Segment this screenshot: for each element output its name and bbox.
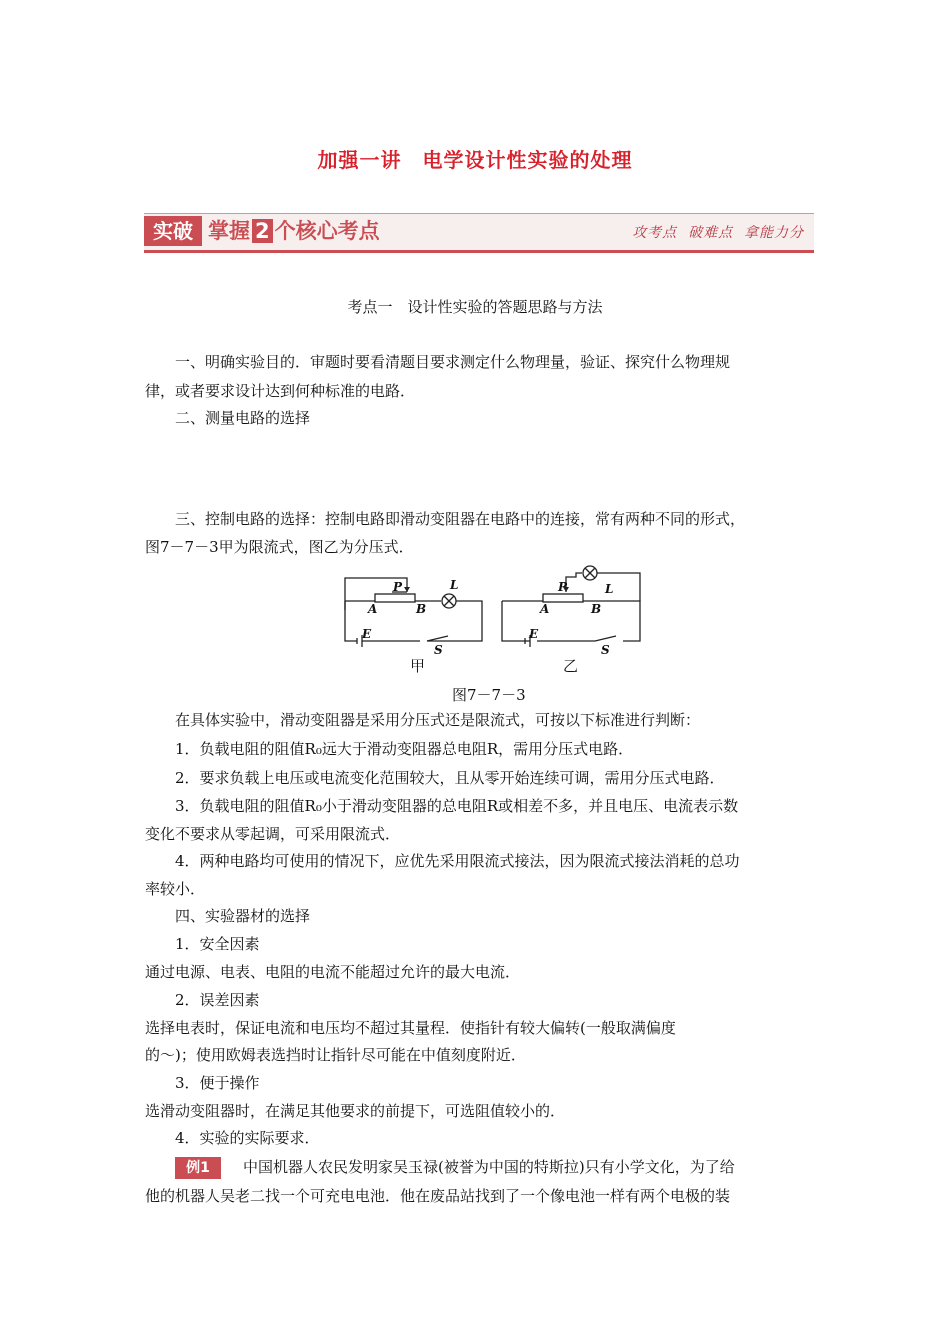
section-subtitle: 考点一 设计性实验的答题思路与方法	[347, 298, 603, 316]
paragraph: 3．负载电阻的阻值R₀小于滑动变阻器的总电阻R或相差不多，并且电压、电流表示数	[175, 797, 739, 815]
label-s-left: S	[434, 643, 443, 657]
label-p-right: P	[558, 580, 568, 594]
paragraph: 的～)；使用欧姆表选挡时让指针尽可能在中值刻度附近．	[145, 1046, 526, 1064]
banner-heading-num: 2	[252, 219, 273, 243]
label-l-right: L	[605, 582, 614, 596]
paragraph: 二、测量电路的选择	[175, 409, 311, 427]
label-l-left: L	[450, 578, 459, 592]
example-label: 例1	[175, 1157, 221, 1179]
banner-heading	[208, 216, 380, 246]
paragraph: 中国机器人农民发明家吴玉禄(被誉为中国的特斯拉)只有小学文化，为了给	[243, 1158, 735, 1176]
paragraph: 在具体实验中，滑动变阻器是采用分压式还是限流式，可按以下标准进行判断：	[175, 711, 701, 729]
paragraph: 选滑动变阻器时，在满足其他要求的前提下，可选阻值较小的．	[145, 1102, 566, 1120]
paragraph: 1．负载电阻的阻值R₀远大于滑动变阻器总电阻R，需用分压式电路．	[175, 740, 634, 758]
paragraph: 2．要求负载上电压或电流变化范围较大，且从零开始连续可调，需用分压式电路．	[175, 769, 725, 787]
paragraph: 一、明确实验目的．审题时要看清题目要求测定什么物理量，验证、探究什么物理规	[175, 353, 731, 371]
paragraph: 2．误差因素	[175, 991, 260, 1009]
paragraph: 率较小．	[145, 880, 206, 898]
circuit-figure	[330, 565, 650, 675]
paragraph: 三、控制电路的选择：控制电路即滑动变阻器在电路中的连接，常有两种不同的形式，	[175, 510, 746, 528]
section-banner	[144, 213, 814, 253]
paragraph: 通过电源、电表、电阻的电流不能超过允许的最大电流．	[145, 963, 521, 981]
label-s-right: S	[601, 643, 610, 657]
label-e-right: E	[529, 627, 539, 641]
paragraph: 变化不要求从零起调，可采用限流式．	[145, 825, 401, 843]
banner-heading-post: 个核心考点	[274, 219, 380, 243]
label-b-left: B	[416, 602, 427, 616]
banner-right-text: 攻考点 破难点 拿能力分	[632, 225, 804, 241]
figure-left-caption: 甲	[410, 657, 426, 675]
paragraph: 律，或者要求设计达到何种标准的电路．	[145, 382, 416, 400]
label-b-right: B	[591, 602, 602, 616]
paragraph: 选择电表时，保证电流和电压均不超过其量程．使指针有较大偏转(一般取满偏度	[145, 1019, 676, 1037]
label-p-left: P	[393, 580, 403, 594]
paragraph: 他的机器人吴老二找一个可充电电池．他在废品站找到了一个像电池一样有两个电极的装	[145, 1187, 731, 1205]
label-a-left: A	[368, 602, 378, 616]
paragraph: 4．两种电路均可使用的情况下，应优先采用限流式接法，因为限流式接法消耗的总功	[175, 852, 740, 870]
banner-heading-pre: 掌握	[208, 219, 250, 243]
label-e-left: E	[362, 627, 372, 641]
paragraph: 图7－7－3甲为限流式，图乙为分压式．	[145, 538, 414, 556]
page-title: 加强一讲 电学设计性实验的处理	[317, 148, 633, 172]
paragraph: 3．便于操作	[175, 1074, 260, 1092]
paragraph: 1．安全因素	[175, 935, 260, 953]
banner-tag: 实破	[144, 216, 202, 246]
figure-caption: 图7－7－3	[452, 686, 526, 704]
label-a-right: A	[540, 602, 550, 616]
paragraph: 四、实验器材的选择	[175, 907, 311, 925]
paragraph: 4．实验的实际要求．	[175, 1129, 320, 1147]
figure-right-caption: 乙	[563, 657, 579, 675]
